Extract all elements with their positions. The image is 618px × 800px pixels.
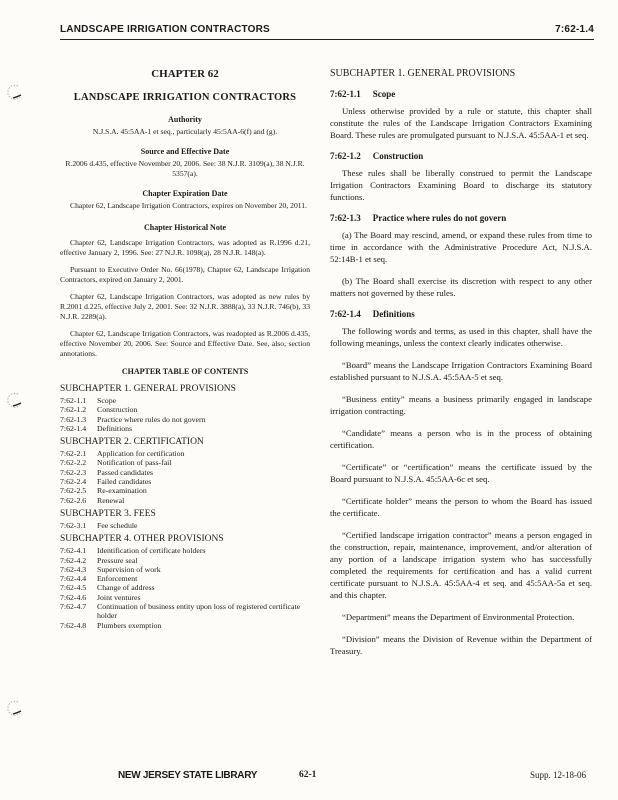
section-number: 7:62-1.2 (330, 151, 361, 161)
toc-entry (60, 486, 310, 495)
toc-entry-title: Construction (97, 405, 138, 415)
section-paragraph: “Certificate” or “certification” means the certificate issued by the Board pursuant to N.J.S.A. 45:5AA-6c et seq. (330, 462, 592, 484)
section-title: Construction (372, 151, 424, 161)
toc-entry (60, 621, 310, 630)
section-number: 7:62-1.3 (330, 213, 361, 223)
section-heading (330, 89, 592, 99)
toc-entry (60, 602, 310, 621)
toc-entry (60, 496, 310, 505)
toc-entry-title: Definitions (97, 423, 133, 433)
toc-subchapter: SUBCHAPTER 2. CERTIFICATION (60, 437, 204, 448)
section-paragraph: These rules shall be liberally construed to permit the Landscape Irrigation Contractors Examining Board to discharge its statutory functions. (330, 168, 592, 202)
source-heading: Source and Effective Date (140, 147, 230, 156)
header-title: LANDSCAPE IRRIGATION CONTRACTORS (60, 24, 270, 35)
section-paragraph: “Division” means the Division of Revenue within the Department of Treasury. (330, 634, 592, 656)
toc-entry-number: 7:62-1.1 (60, 396, 87, 405)
toc-entry-number: 7:62-4.1 (60, 546, 87, 556)
authority-text: N.J.S.A. 45:5AA-1 et seq., particularly 45:5AA-6(f) and (g). (92, 127, 278, 136)
supplement-date: Supp. 12-18-06 (530, 770, 586, 780)
toc-entry-number: 7:62-4.7 (60, 602, 87, 612)
left-column (60, 68, 310, 630)
history-paragraph: Pursuant to Executive Order No. 66(1978), Chapter 62, Landscape Irrigation Contractors, expired on January 2, 2001. (60, 265, 310, 284)
expiration-text: Chapter 62, Landscape Irrigation Contractors, expires on November 20, 2011. (70, 201, 307, 210)
toc-entry (60, 405, 310, 414)
toc-entry-title: Fee schedule (97, 520, 138, 530)
right-column (330, 68, 592, 667)
toc-entry (60, 574, 310, 583)
toc-entry-number: 7:62-1.2 (60, 405, 87, 415)
page-number: 62-1 (299, 770, 317, 780)
toc-subchapter: SUBCHAPTER 3. FEES (60, 508, 156, 519)
section-title: Scope (372, 89, 396, 99)
toc-entry (60, 477, 310, 486)
header-section-number: 7:62-1.4 (555, 24, 594, 35)
toc-entry (60, 424, 310, 433)
toc-heading: CHAPTER TABLE OF CONTENTS (121, 367, 249, 376)
section-title: Practice where rules do not govern (372, 213, 507, 223)
toc-entry-number: 7:62-2.4 (60, 477, 87, 487)
toc-entry-title: Joint ventures (97, 592, 141, 602)
toc-entry (60, 396, 310, 405)
toc-entry-number: 7:62-4.4 (60, 574, 87, 584)
toc-entry-title: Notification of pass-fail (97, 458, 172, 468)
toc-entry (60, 546, 310, 555)
toc-entry (60, 415, 310, 424)
header-rule (60, 39, 594, 40)
subchapter-heading: SUBCHAPTER 1. GENERAL PROVISIONS (330, 68, 516, 79)
toc-entry-title: Plumbers exemption (97, 620, 162, 630)
toc-entry-number: 7:62-2.1 (60, 449, 87, 459)
section-paragraph: The following words and terms, as used in this chapter, shall have the following meanings, unless the context clearly indicates otherwise. (330, 326, 592, 348)
section-heading (330, 151, 592, 161)
toc-entry-title: Continuation of business entity upon loss of registered certificate holder (97, 602, 301, 621)
toc-entry (60, 449, 310, 458)
section-number: 7:62-1.4 (330, 309, 361, 319)
section-title: Definitions (372, 309, 415, 319)
toc-entry-title: Renewal (97, 495, 125, 505)
toc-entry-number: 7:62-4.3 (60, 564, 87, 574)
section-paragraph: “Candidate” means a person who is in the process of obtaining certification. (330, 428, 592, 450)
toc-entry-title: Practice where rules do not govern (97, 414, 206, 424)
toc-subchapter: SUBCHAPTER 4. OTHER PROVISIONS (60, 534, 224, 545)
toc-entry-title: Passed candidates (97, 467, 154, 477)
history-paragraph: Chapter 62, Landscape Irrigation Contractors, was adopted as new rules by R.2001 d.225, effective July 2, 2001. See: 32 N.J.R. 3888(a), 33 N.J.R. 746(b), 33 N.J.R. 2289(a). (60, 292, 310, 321)
toc-entry-title: Pressure seal (97, 555, 138, 565)
authority-heading: Authority (168, 115, 202, 124)
toc-entry-title: Identification of certificate holders (97, 546, 206, 556)
toc-entry-number: 7:62-2.5 (60, 486, 87, 496)
source-text: R.2006 d.435, effective November 20, 2006. See: 38 N.J.R. 3109(a), 38 N.J.R. 5357(a). (65, 159, 305, 178)
toc-entry-number: 7:62-4.8 (60, 620, 87, 630)
section-paragraph: “Department” means the Department of Environmental Protection. (342, 612, 575, 622)
toc-entry-number: 7:62-1.4 (60, 423, 87, 433)
sections (330, 89, 592, 657)
history-heading: Chapter Historical Note (143, 223, 227, 232)
punch-hole-icon (4, 698, 24, 718)
toc-entry-number: 7:62-2.6 (60, 495, 87, 505)
table-of-contents (60, 384, 310, 630)
toc-entry-title: Change of address (97, 583, 155, 593)
section-number: 7:62-1.1 (330, 89, 361, 99)
toc-entry-title: Scope (97, 396, 117, 405)
toc-entry (60, 458, 310, 467)
section-paragraph: “Business entity” means a business primarily engaged in landscape irrigation contracting. (330, 394, 592, 416)
section-paragraph: “Board” means the Landscape Irrigation Contractors Examining Board established pursuant to N.J.S.A. 45:5AA-5 et seq. (330, 360, 592, 382)
history-paragraph: Chapter 62, Landscape Irrigation Contractors, was readopted as R.2006 d.435, effective November 20, 2006. See: Source and Effective Date. See, also, section annotations. (60, 329, 310, 358)
history-notes (60, 238, 310, 359)
toc-entry (60, 565, 310, 574)
toc-entry-number: 7:62-4.5 (60, 583, 87, 593)
toc-entry-number: 7:62-1.3 (60, 414, 87, 424)
toc-entry-number: 7:62-4.6 (60, 592, 87, 602)
section-heading (330, 309, 592, 319)
history-paragraph: Chapter 62, Landscape Irrigation Contractors, was adopted as R.1996 d.21, effective January 2, 1996. See: 27 N.J.R. 1098(a), 28 N.J.R. 148(a). (60, 238, 310, 257)
chapter-number: CHAPTER 62 (151, 68, 219, 80)
toc-entry-number: 7:62-4.2 (60, 555, 87, 565)
toc-entry (60, 583, 310, 592)
toc-entry-title: Enforcement (97, 574, 138, 584)
toc-entry-number: 7:62-2.3 (60, 467, 87, 477)
punch-hole-icon (4, 390, 24, 410)
toc-entry-title: Failed candidates (97, 477, 152, 487)
section-paragraph: (a) The Board may rescind, amend, or expand these rules from time to time in accordance with the Administrative Procedure Act, N.J.S.A. 52:14B-1 et seq. (330, 230, 592, 264)
section-paragraph: “Certified landscape irrigation contractor” means a person engaged in the construction, repair, maintenance, improvement, and/or alteration of any portion of a landscape irrigation system who has successfully completed the requirements for certification and has a valid current certificate pursuant to N.J.S.A. 45:5AA-4 et seq. and 45:5AA-5a et seq. and this chapter. (330, 530, 592, 600)
toc-entry (60, 593, 310, 602)
toc-entry (60, 521, 310, 530)
toc-entry-title: Application for certification (97, 449, 185, 459)
toc-entry (60, 556, 310, 565)
library-stamp: NEW JERSEY STATE LIBRARY (118, 770, 258, 781)
toc-entry-title: Supervision of work (97, 564, 161, 574)
toc-subchapter: SUBCHAPTER 1. GENERAL PROVISIONS (60, 384, 236, 394)
toc-entry-number: 7:62-2.2 (60, 458, 87, 468)
punch-hole-icon (4, 82, 24, 102)
section-paragraph: (b) The Board shall exercise its discretion with respect to any other matters not governed by these rules. (330, 276, 592, 298)
toc-entry-title: Re-examination (97, 486, 147, 496)
section-paragraph: Unless otherwise provided by a rule or statute, this chapter shall constitute the rules of the Landscape Irrigation Contractors Examining Board. These rules are promulgated pursuant to N.J.S.A. 45:5AA-1 et seq. (330, 106, 592, 140)
toc-entry (60, 468, 310, 477)
chapter-title: LANDSCAPE IRRIGATION CONTRACTORS (73, 92, 297, 103)
expiration-heading: Chapter Expiration Date (142, 189, 228, 198)
section-paragraph: “Certificate holder” means the person to whom the Board has issued the certificate. (330, 496, 592, 518)
toc-entry-number: 7:62-3.1 (60, 520, 87, 530)
section-heading (330, 213, 592, 223)
